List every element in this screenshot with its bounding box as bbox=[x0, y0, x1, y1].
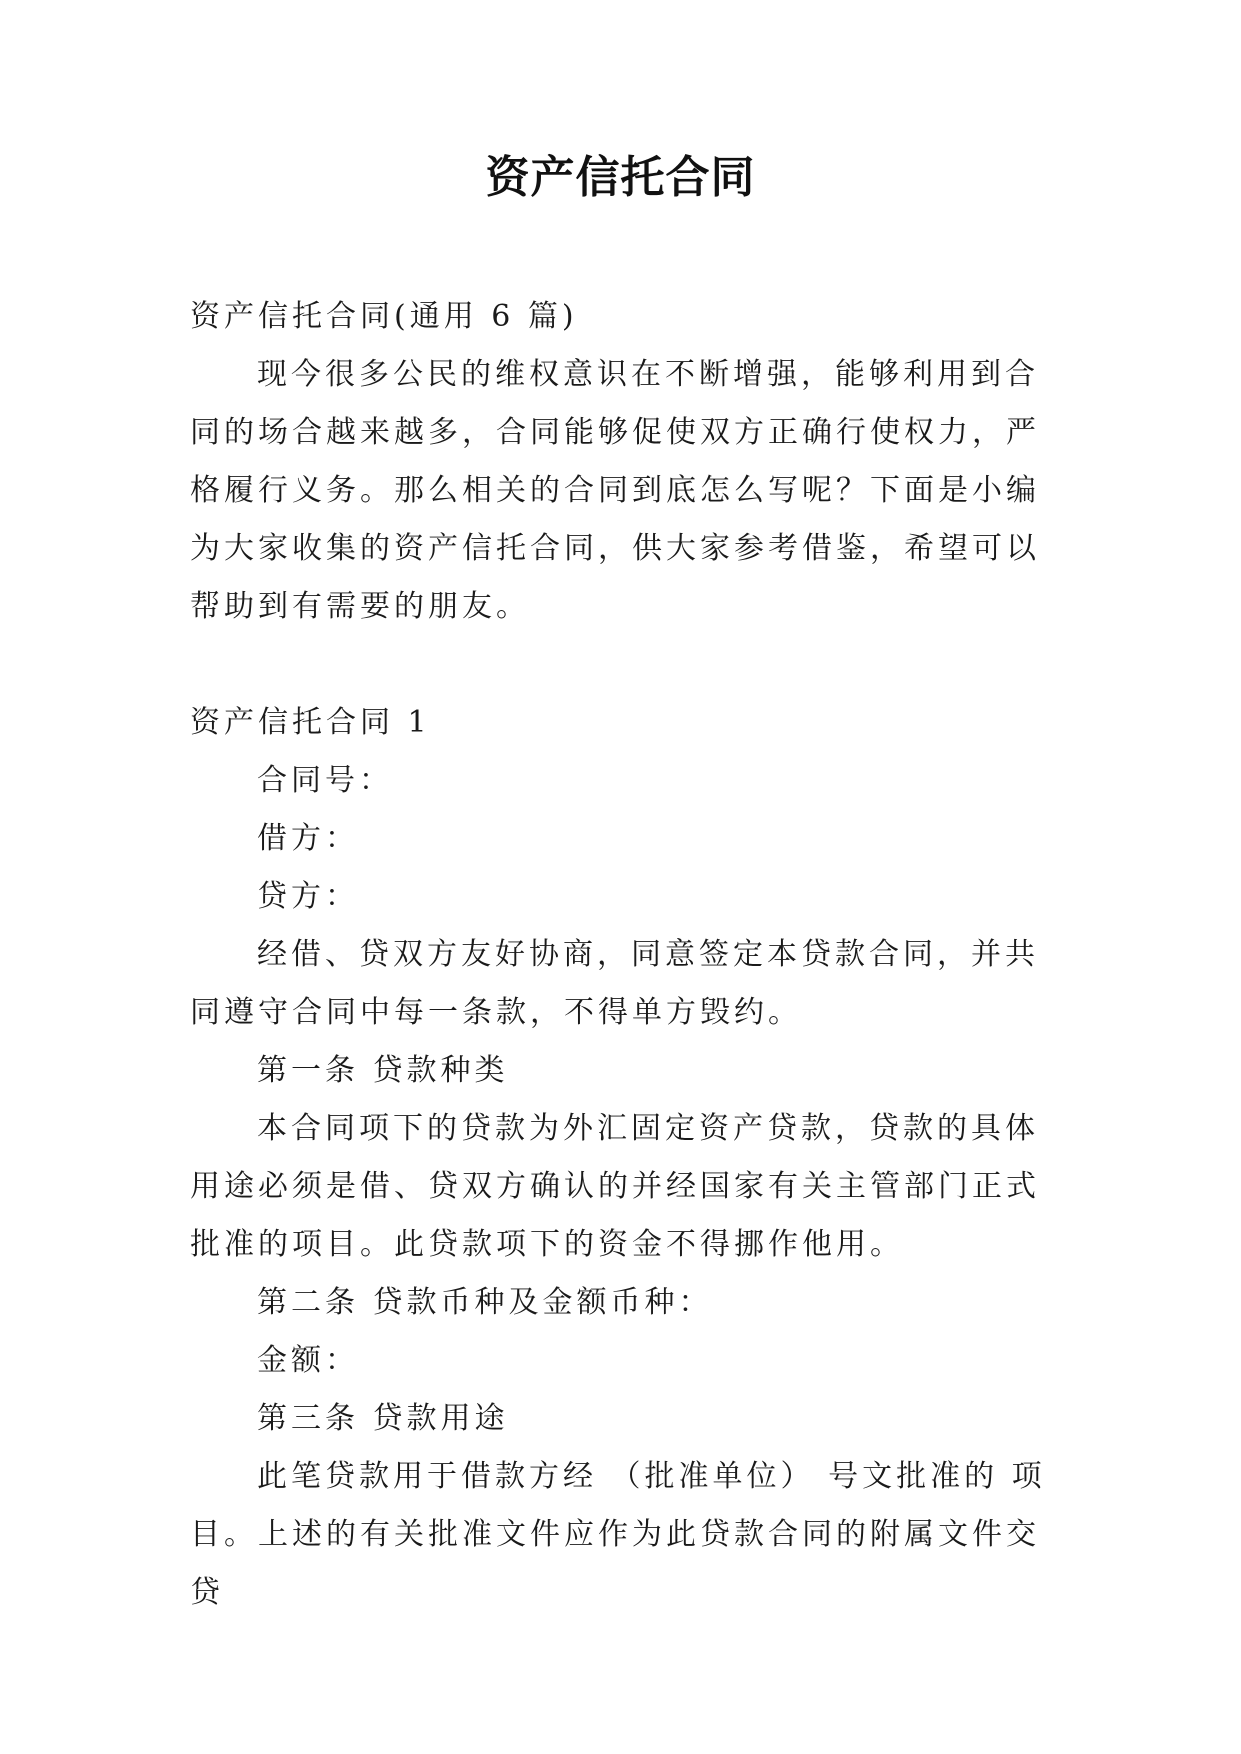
article-3-title: 第三条 贷款用途 bbox=[257, 1401, 509, 1436]
intro-paragraph: 现今很多公民的维权意识在不断增强，能够利用到合同的场合越来越多，合同能够促使双方正确行使权力，严格履行义务。那么相关的合同到底怎么写呢？下面是小编为大家收集的资产信托合同，供大家参考借鉴，希望可以帮助到有需要的朋友。 bbox=[190, 357, 1040, 624]
lender-line: 贷方： bbox=[257, 879, 359, 914]
document-subtitle: 资产信托合同(通用 6 篇) bbox=[190, 299, 578, 334]
contract-number-line: 合同号： bbox=[257, 763, 393, 798]
amount-line: 金额： bbox=[257, 1343, 359, 1378]
borrower-line: 借方： bbox=[257, 821, 359, 856]
document-body bbox=[190, 288, 1052, 1622]
article-2-title: 第二条 贷款币种及金额币种： bbox=[257, 1285, 713, 1320]
document-title: 资产信托合同 bbox=[485, 152, 756, 203]
article-1-title: 第一条 贷款种类 bbox=[257, 1053, 509, 1088]
article-3-body: 此笔贷款用于借款方经 （批准单位） 号文批准的 项目。上述的有关批准文件应作为此贷款合同的附属文件交贷 bbox=[190, 1459, 1046, 1610]
article-1-body: 本合同项下的贷款为外汇固定资产贷款，贷款的具体用途必须是借、贷双方确认的并经国家有关主管部门正式批准的项目。此贷款项下的资金不得挪作他用。 bbox=[190, 1111, 1040, 1262]
preamble-paragraph: 经借、贷双方友好协商，同意签定本贷款合同，并共同遵守合同中每一条款，不得单方毁约。 bbox=[190, 937, 1039, 1030]
section-heading: 资产信托合同 1 bbox=[190, 705, 431, 740]
